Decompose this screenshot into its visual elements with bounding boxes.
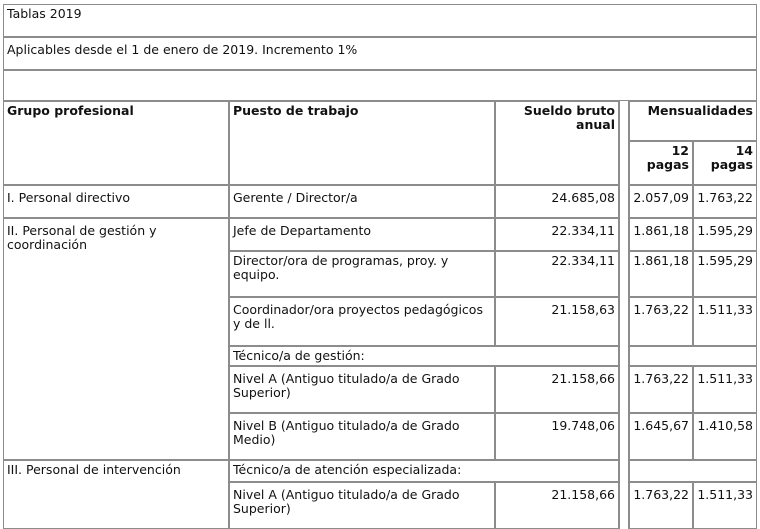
sueldo-cell: 21.158,66 <box>495 482 619 529</box>
header-grupo: Grupo profesional <box>3 101 229 185</box>
sueldo-cell: 24.685,08 <box>495 185 619 218</box>
sueldo-cell: 22.334,11 <box>495 218 619 251</box>
salary-table <box>3 4 757 529</box>
puesto-cell: Jefe de Departamento <box>229 218 495 251</box>
header-sueldo-line2: anual <box>576 117 615 132</box>
sueldo-cell: 22.334,11 <box>495 251 619 297</box>
header-12-line1: 12 <box>671 143 689 158</box>
empty-cell <box>629 346 757 366</box>
puesto-cell: Gerente / Director/a <box>229 185 495 218</box>
sueldo-cell: 21.158,63 <box>495 297 619 346</box>
m12-cell: 1.861,18 <box>629 251 693 297</box>
table-row <box>3 185 757 218</box>
m14-cell: 1.595,29 <box>693 218 757 251</box>
spacer <box>619 460 629 482</box>
table-title: Tablas 2019 <box>3 4 757 37</box>
group-cell: I. Personal directivo <box>3 185 229 218</box>
header-puesto: Puesto de trabajo <box>229 101 495 185</box>
m12-cell: 1.861,18 <box>629 218 693 251</box>
spacer <box>619 251 629 297</box>
spacer <box>619 366 629 413</box>
sueldo-cell: 19.748,06 <box>495 413 619 460</box>
m14-cell: 1.511,33 <box>693 482 757 529</box>
spacer <box>619 185 629 218</box>
m12-cell: 1.763,22 <box>629 297 693 346</box>
spacer <box>619 101 629 185</box>
header-12-pagas <box>629 141 693 185</box>
spacer <box>619 346 629 366</box>
spacer <box>619 413 629 460</box>
m12-cell: 2.057,09 <box>629 185 693 218</box>
spacer <box>619 218 629 251</box>
m12-cell: 1.763,22 <box>629 366 693 413</box>
spacer <box>619 482 629 529</box>
puesto-cell: Nivel A (Antiguo titulado/a de Grado Superior) <box>229 482 495 529</box>
blank-row <box>3 70 757 101</box>
subheading-cell: Técnico/a de gestión: <box>229 346 619 366</box>
header-12-line2: pagas <box>646 157 689 172</box>
sueldo-cell: 21.158,66 <box>495 366 619 413</box>
m14-cell: 1.511,33 <box>693 297 757 346</box>
group-cell: II. Personal de gestión y coordinación <box>3 218 229 460</box>
subheading-cell: Técnico/a de atención especializada: <box>229 460 619 482</box>
header-14-line1: 14 <box>735 143 753 158</box>
header-sueldo <box>495 101 619 185</box>
group-cell: III. Personal de intervención <box>3 460 229 529</box>
header-14-pagas <box>693 141 757 185</box>
m12-cell: 1.763,22 <box>629 482 693 529</box>
puesto-cell: Coordinador/ora proyectos pedagógicos y de ll. <box>229 297 495 346</box>
header-14-line2: pagas <box>710 157 753 172</box>
m14-cell: 1.595,29 <box>693 251 757 297</box>
m12-cell: 1.645,67 <box>629 413 693 460</box>
header-mensualidades: Mensualidades <box>629 101 757 141</box>
spacer <box>619 297 629 346</box>
table-row <box>3 460 757 482</box>
table-subtitle: Aplicables desde el 1 de enero de 2019. Incremento 1% <box>3 37 757 70</box>
puesto-cell: Director/ora de programas, proy. y equipo. <box>229 251 495 297</box>
m14-cell: 1.763,22 <box>693 185 757 218</box>
empty-cell <box>629 460 757 482</box>
header-sueldo-line1: Sueldo bruto <box>523 103 615 118</box>
puesto-cell: Nivel B (Antiguo titulado/a de Grado Medio) <box>229 413 495 460</box>
table-row <box>3 218 757 251</box>
m14-cell: 1.511,33 <box>693 366 757 413</box>
puesto-cell: Nivel A (Antiguo titulado/a de Grado Superior) <box>229 366 495 413</box>
m14-cell: 1.410,58 <box>693 413 757 460</box>
